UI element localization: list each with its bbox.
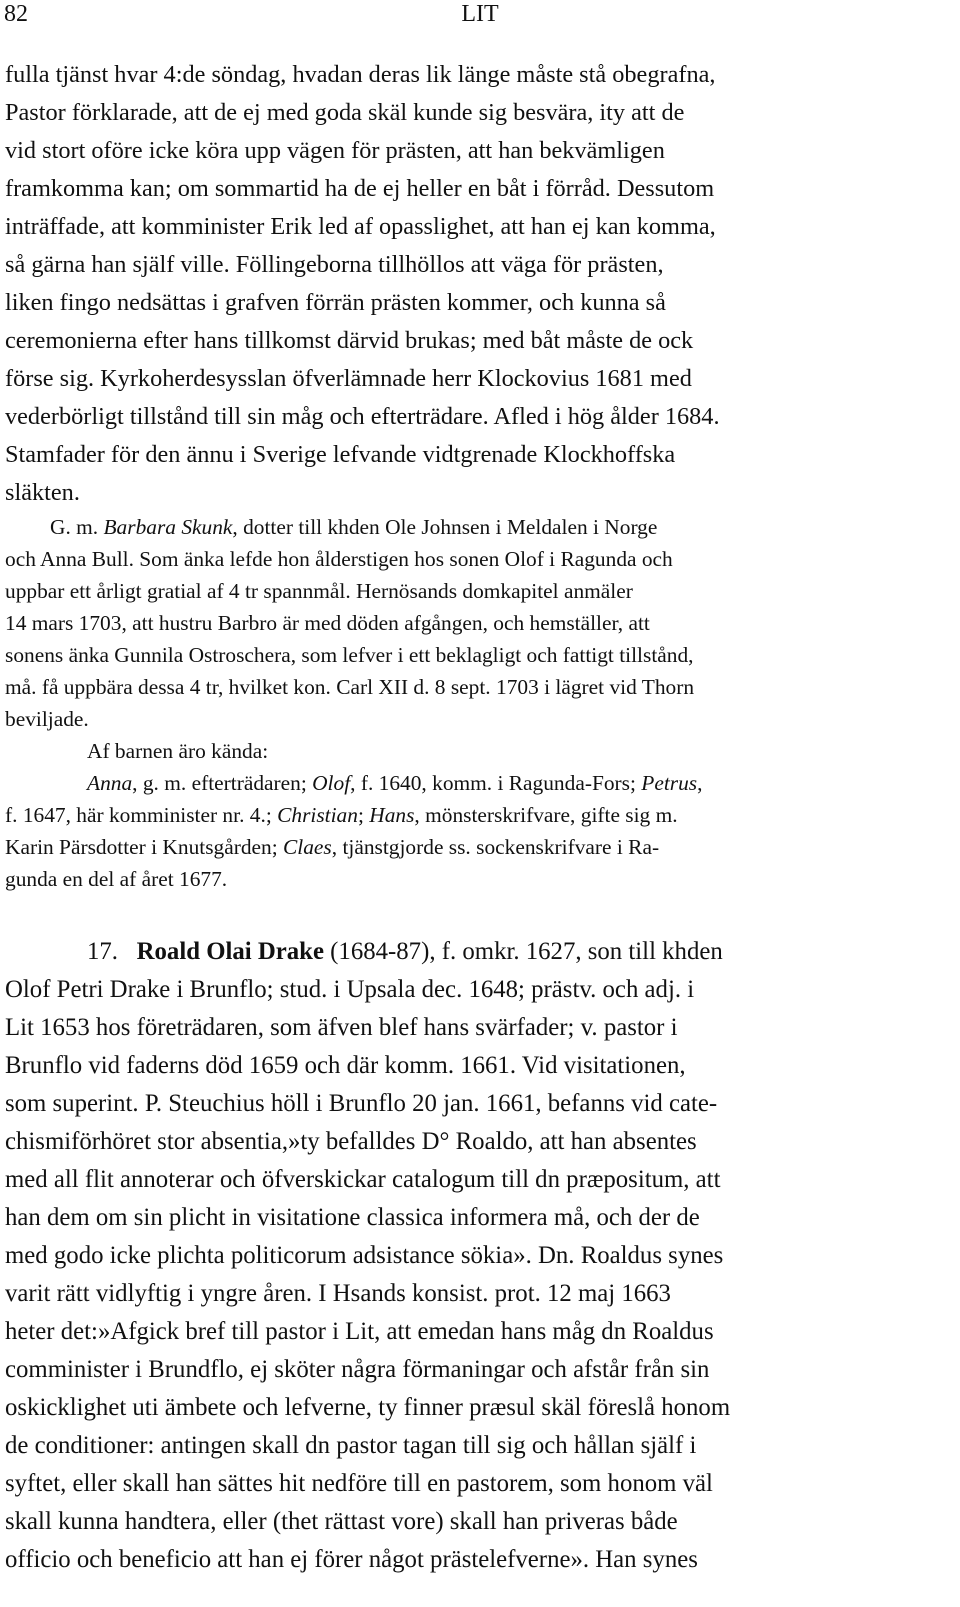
children-line: gunda en del af året 1677. (5, 867, 228, 891)
paragraph-line: så gärna han själf ville. Föllingeborna tillhöllos att väga för prästen, (5, 251, 664, 278)
paragraph-line: Pastor förklarade, att de ej med goda skäl kunde sig besvära, ity att de (5, 99, 685, 126)
wife-line (50, 514, 657, 540)
paragraph-line: med godo icke plichta politicorum adsistance sökia». Dn. Roaldus synes (5, 1242, 724, 1269)
entry-name: Roald Olai Drake (136, 938, 324, 965)
paragraph-line: vederbörligt tillstånd till sin måg och efterträdare. Afled i hög ålder 1684. (5, 403, 720, 430)
paragraph-line: 14 mars 1703, att hustru Barbro är med döden afgången, och hemställer, att (5, 611, 650, 635)
paragraph-line: sonens änka Gunnila Ostroschera, som lefver i ett beklagligt och fattigt tillstånd, (5, 643, 694, 667)
page-header (0, 0, 960, 30)
wife-name: Barbara Skunk (103, 515, 233, 539)
paragraph-line: inträffade, att komminister Erik led af opasslighet, att han ej kan komma, (5, 213, 716, 240)
wife-rest: , dotter till khden Ole Johnsen i Meldalen i Norge (232, 515, 658, 539)
paragraph-line: skall kunna handtera, eller (thet rättast vore) skall han priveras både (5, 1508, 678, 1535)
child-text: , tjänstgjorde ss. sockenskrifvare i Ra- (331, 835, 660, 859)
child-text: , f. 1640, komm. i Ragunda-Fors; (350, 771, 642, 795)
child-text: f. 1647, här komminister nr. 4.; (5, 803, 278, 827)
child-text: , (697, 771, 703, 795)
paragraph-line: Brunflo vid faderns död 1659 och där komm. 1661. Vid visitationen, (5, 1052, 686, 1079)
paragraph-line: må. få uppbära dessa 4 tr, hvilket kon. Carl XII d. 8 sept. 1703 i lägret vid Thorn (5, 675, 695, 699)
child-text: , mönsterskrifvare, gifte sig m. (414, 803, 678, 827)
child-name: Petrus (641, 771, 698, 795)
paragraph-line: beviljade. (5, 707, 89, 731)
paragraph-line: heter det:»Afgick bref till pastor i Lit, att emedan hans måg dn Roaldus (5, 1318, 714, 1345)
paragraph-line: officio och beneficio att han ej förer något prästelefverne». Han synes (5, 1546, 698, 1573)
paragraph-line: ceremonierna efter hans tillkomst därvid brukas; med båt måste de ock (5, 327, 694, 354)
paragraph-line: Lit 1653 hos företrädaren, som äfven blef hans svärfader; v. pastor i (5, 1014, 678, 1041)
paragraph-line: varit rätt vidlyftig i yngre åren. I Hsands konsist. prot. 12 maj 1663 (5, 1280, 671, 1307)
paragraph-line: chismiförhöret stor absentia,»ty befalldes D° Roaldo, att han absentes (5, 1128, 697, 1155)
paragraph-line: framkomma kan; om sommartid ha de ej heller en båt i förråd. Dessutom (5, 175, 715, 202)
children-line (87, 770, 703, 796)
running-head: LIT (461, 1, 499, 27)
child-text: , g. m. efterträdaren; (132, 771, 313, 795)
paragraph-line: comminister i Brundflo, ej sköter några förmaningar och afstår från sin (5, 1356, 710, 1383)
child-name: Anna (87, 771, 133, 795)
paragraph-line: Olof Petri Drake i Brunflo; stud. i Upsala dec. 1648; prästv. och adj. i (5, 976, 695, 1003)
child-text: Karin Pärsdotter i Knutsgården; (5, 835, 284, 859)
entry-number: 17. (87, 938, 118, 965)
page-number: 82 (4, 1, 28, 27)
paragraph-line: Stamfader för den ännu i Sverige lefvande vidtgrenade Klockhoffska (5, 441, 676, 468)
child-name: Christian (277, 803, 358, 827)
paragraph-line: de conditioner: antingen skall dn pastor tagan till sig och hållan själf i (5, 1432, 697, 1459)
paragraph-line: släkten. (5, 479, 80, 506)
paragraph-line: förse sig. Kyrkoherdesysslan öfverlämnade herr Klockovius 1681 med (5, 365, 692, 392)
wife-prefix: G. m. (50, 515, 104, 539)
paragraph-line: syftet, eller skall han sättes hit nedföre till en pastorem, som honom väl (5, 1470, 713, 1497)
paragraph-line: med all flit annoterar och öfverskickar catalogum till dn præpositum, att (5, 1166, 721, 1193)
paragraph-line: som superint. P. Steuchius höll i Brunflo 20 jan. 1661, befanns vid cate- (5, 1090, 718, 1117)
child-name: Claes (283, 835, 332, 859)
children-line (5, 802, 678, 828)
paragraph-line: vid stort oföre icke köra upp vägen för prästen, att han bekvämligen (5, 137, 665, 164)
child-name: Olof (312, 771, 351, 795)
paragraph-line: fulla tjänst hvar 4:de söndag, hvadan deras lik länge måste stå obegrafna, (5, 61, 716, 88)
paragraph-line: oskicklighet uti ämbete och lefverne, ty finner præsul skäl föreslå honom (5, 1394, 731, 1421)
paragraph-line: och Anna Bull. Som änka lefde hon ålderstigen hos sonen Olof i Ragunda och (5, 547, 673, 571)
children-heading: Af barnen äro kända: (87, 739, 269, 763)
entry-heading-rest: (1684-87), f. omkr. 1627, son till khden (323, 938, 723, 965)
children-line (5, 834, 659, 860)
paragraph-line: han dem om sin plicht in visitatione classica informera må, och der de (5, 1204, 700, 1231)
child-text: ; (357, 803, 370, 827)
paragraph-line: liken fingo nedsättas i grafven förrän prästen kommer, och kunna så (5, 289, 666, 316)
paragraph-line: uppbar ett årligt gratial af 4 tr spannmål. Hernösands domkapitel anmäler (5, 579, 633, 603)
entry-heading-line (87, 937, 723, 967)
child-name: Hans (369, 803, 415, 827)
